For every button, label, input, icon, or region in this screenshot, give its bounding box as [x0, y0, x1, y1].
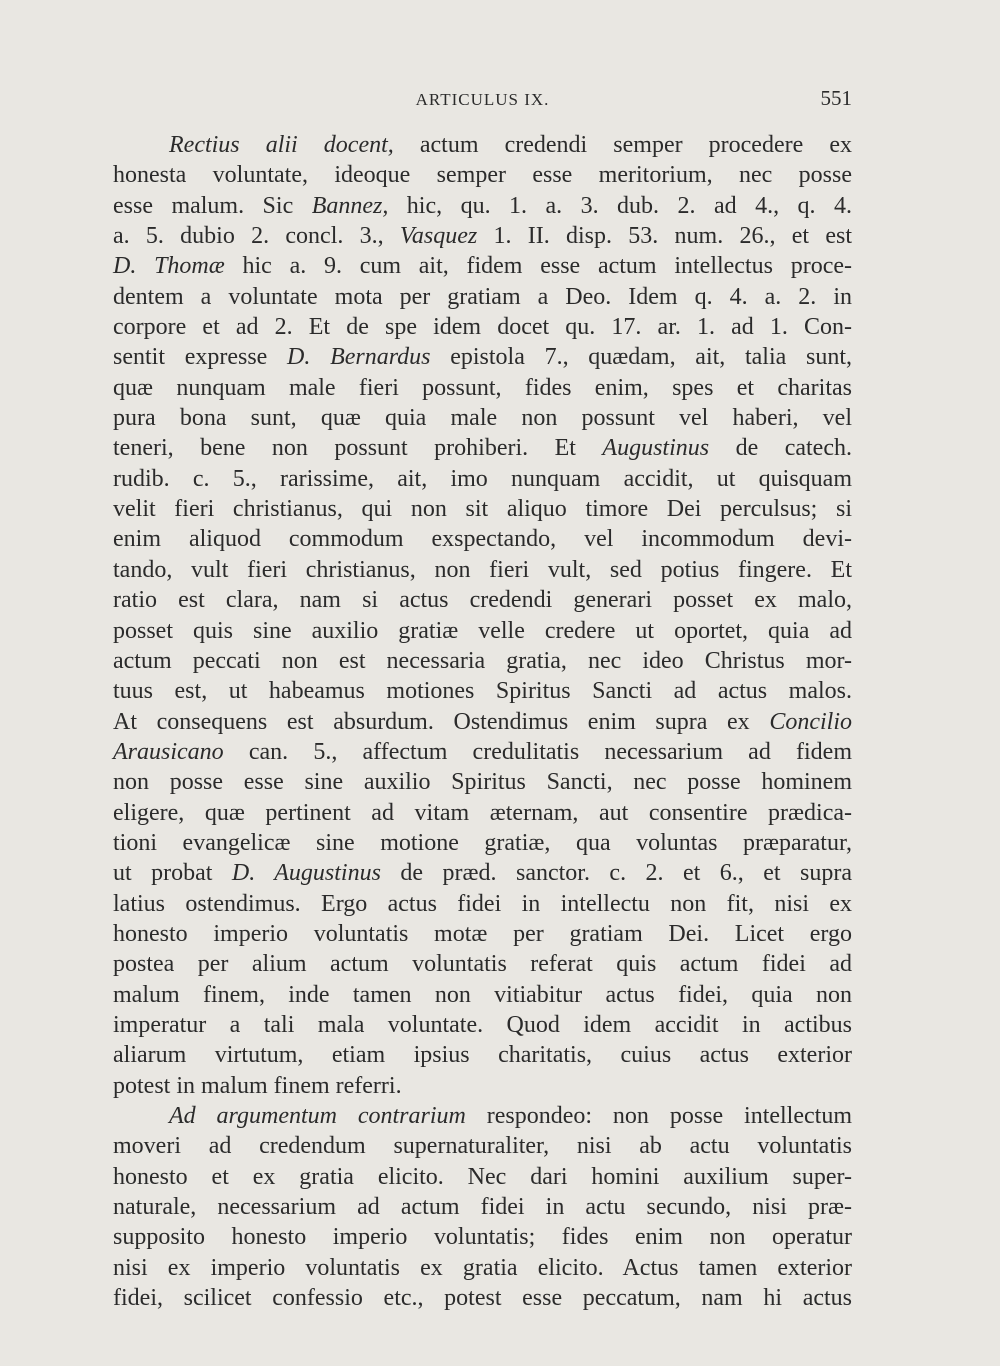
- text-run: moveri ad credendum supernaturaliter, nisi ab actu voluntatis: [113, 1133, 852, 1160]
- text-run: actum credendi semper procedere ex: [393, 132, 852, 158]
- text-line: [113, 1010, 852, 1040]
- text-line: [113, 616, 852, 646]
- text-line: [113, 130, 852, 160]
- text-line: [113, 889, 852, 919]
- text-run: eligere, quæ pertinent ad vitam æternam, aut consentire prædica-: [113, 799, 852, 826]
- text-line: [113, 1131, 852, 1161]
- text-run: sentit expresse: [113, 344, 288, 371]
- text-run: posset quis sine auxilio gratiæ velle credere ut oportet, quia ad: [113, 617, 852, 644]
- text-run: tando, vult fieri christianus, non fieri vult, sed potius fingere. Et: [113, 556, 852, 583]
- text-line: [113, 707, 852, 737]
- text-line: [113, 342, 852, 372]
- text-line: [113, 646, 852, 676]
- text-run: latius ostendimus. Ergo actus fidei in intellectu non fit, nisi ex: [113, 890, 852, 917]
- text-line: [113, 403, 852, 433]
- text-line: [113, 585, 852, 615]
- text-line: [113, 949, 852, 979]
- text-run: postea per alium actum voluntatis referat quis actum fidei ad: [113, 951, 852, 978]
- text-run: tuus est, ut habeamus motiones Spiritus Sancti ad actus malos.: [113, 678, 852, 705]
- text-line: [113, 858, 852, 888]
- italic-name: Augustinus: [602, 435, 710, 462]
- text-run: ratio est clara, nam si actus credendi generari posset ex malo,: [113, 587, 852, 614]
- text-line: [113, 676, 852, 706]
- italic-name: D. Bernardus: [287, 344, 431, 371]
- text-run: nisi ex imperio voluntatis ex gratia elicito. Actus tamen exterior: [113, 1254, 852, 1281]
- text-line: [113, 251, 852, 281]
- text-line: [113, 798, 852, 828]
- text-run: malum finem, inde tamen non vitiabitur actus fidei, quia non: [113, 981, 852, 1008]
- text-run: potest in malum finem referri.: [113, 1072, 402, 1099]
- text-line: [113, 1040, 852, 1070]
- text-run: velit fieri christianus, qui non sit aliquo timore Dei perculsus; si: [113, 496, 852, 523]
- text-line: [113, 737, 852, 767]
- text-run: dentem a voluntate mota per gratiam a Deo. Idem q. 4. a. 2. in: [113, 283, 852, 310]
- text-line: [113, 282, 852, 312]
- italic-name: Bannez,: [311, 192, 389, 219]
- text-run: fidei, scilicet confessio etc., potest esse peccatum, nam hi actus: [113, 1285, 852, 1312]
- text-run: honesto imperio voluntatis motæ per gratiam Dei. Licet ergo: [113, 920, 852, 947]
- text-run: esse malum. Sic: [113, 192, 312, 219]
- text-line: [113, 160, 852, 190]
- text-line: [113, 524, 852, 554]
- text-line: [113, 980, 852, 1010]
- text-run: teneri, bene non possunt prohiberi. Et: [113, 435, 603, 462]
- text-run: aliarum virtutum, etiam ipsius charitatis, cuius actus exterior: [113, 1042, 852, 1069]
- italic-phrase: Rectius alii docent,: [169, 132, 394, 158]
- italic-name: Concilio: [769, 708, 852, 735]
- running-title: ARTICULUS IX.: [415, 90, 550, 109]
- text-line: [113, 373, 852, 403]
- text-line: [113, 767, 852, 797]
- text-run: At consequens est absurdum. Ostendimus enim supra ex: [113, 708, 770, 735]
- text-run: honesto et ex gratia elicito. Nec dari homini auxilium super-: [113, 1163, 852, 1190]
- text-line: [113, 1192, 852, 1222]
- italic-phrase: Ad argumentum contrarium: [169, 1103, 466, 1129]
- text-line: [113, 1162, 852, 1192]
- text-run: tioni evangelicæ sine motione gratiæ, qua voluntas præparatur,: [113, 829, 852, 856]
- text-run: non posse esse sine auxilio Spiritus Sancti, nec posse hominem: [113, 769, 852, 796]
- text-line: [113, 312, 852, 342]
- text-line: [113, 1071, 852, 1101]
- text-line: [113, 1222, 852, 1252]
- text-line: [113, 221, 852, 251]
- text-line: [113, 1101, 852, 1131]
- text-run: a. 5. dubio 2. concl. 3.,: [113, 223, 400, 250]
- text-run: pura bona sunt, quæ quia male non possunt vel haberi, vel: [113, 405, 852, 432]
- text-line: [113, 191, 852, 221]
- italic-name: D. Augustinus: [231, 860, 381, 887]
- text-run: honesta voluntate, ideoque semper esse meritorium, nec posse: [113, 162, 852, 189]
- text-run: enim aliquod commodum exspectando, vel incommodum devi-: [113, 526, 852, 553]
- text-run: hic a. 9. cum ait, fidem esse actum intellectus proce-: [224, 253, 852, 280]
- text-run: de catech.: [709, 435, 852, 462]
- text-run: actum peccati non est necessaria gratia, nec ideo Christus mor-: [113, 647, 852, 674]
- text-run: hic, qu. 1. a. 3. dub. 2. ad 4., q. 4.: [388, 192, 853, 219]
- text-run: can. 5., affectum credulitatis necessarium ad fidem: [223, 738, 852, 765]
- italic-name: Arausicano: [113, 738, 224, 765]
- text-line: [113, 828, 852, 858]
- running-head: [113, 84, 852, 114]
- text-line: [113, 494, 852, 524]
- italic-name: D. Thomæ: [113, 253, 225, 280]
- text-run: de præd. sanctor. c. 2. et 6., et supra: [380, 860, 853, 887]
- text-run: supposito honesto imperio voluntatis; fides enim non operatur: [113, 1224, 852, 1251]
- text-line: [113, 433, 852, 463]
- text-run: imperatur a tali mala voluntate. Quod idem accidit in actibus: [113, 1011, 852, 1038]
- text-run: ut probat: [113, 860, 232, 887]
- text-line: [113, 555, 852, 585]
- page-number: 551: [820, 86, 852, 110]
- body-text: [113, 130, 852, 1313]
- text-run: quæ nunquam male fieri possunt, fides enim, spes et charitas: [113, 374, 852, 401]
- text-line: [113, 1283, 852, 1313]
- text-line: [113, 1253, 852, 1283]
- text-run: respondeo: non posse intellectum: [465, 1103, 852, 1129]
- text-run: naturale, necessarium ad actum fidei in actu secundo, nisi præ-: [113, 1194, 852, 1221]
- text-line: [113, 919, 852, 949]
- text-run: corpore et ad 2. Et de spe idem docet qu. 17. ar. 1. ad 1. Con-: [113, 314, 852, 341]
- text-line: [113, 464, 852, 494]
- italic-name: Vasquez: [399, 223, 478, 250]
- text-run: epistola 7., quædam, ait, talia sunt,: [430, 344, 853, 371]
- text-run: 1. II. disp. 53. num. 26., et est: [477, 223, 852, 250]
- text-run: rudib. c. 5., rarissime, ait, imo nunquam accidit, ut quisquam: [113, 465, 852, 492]
